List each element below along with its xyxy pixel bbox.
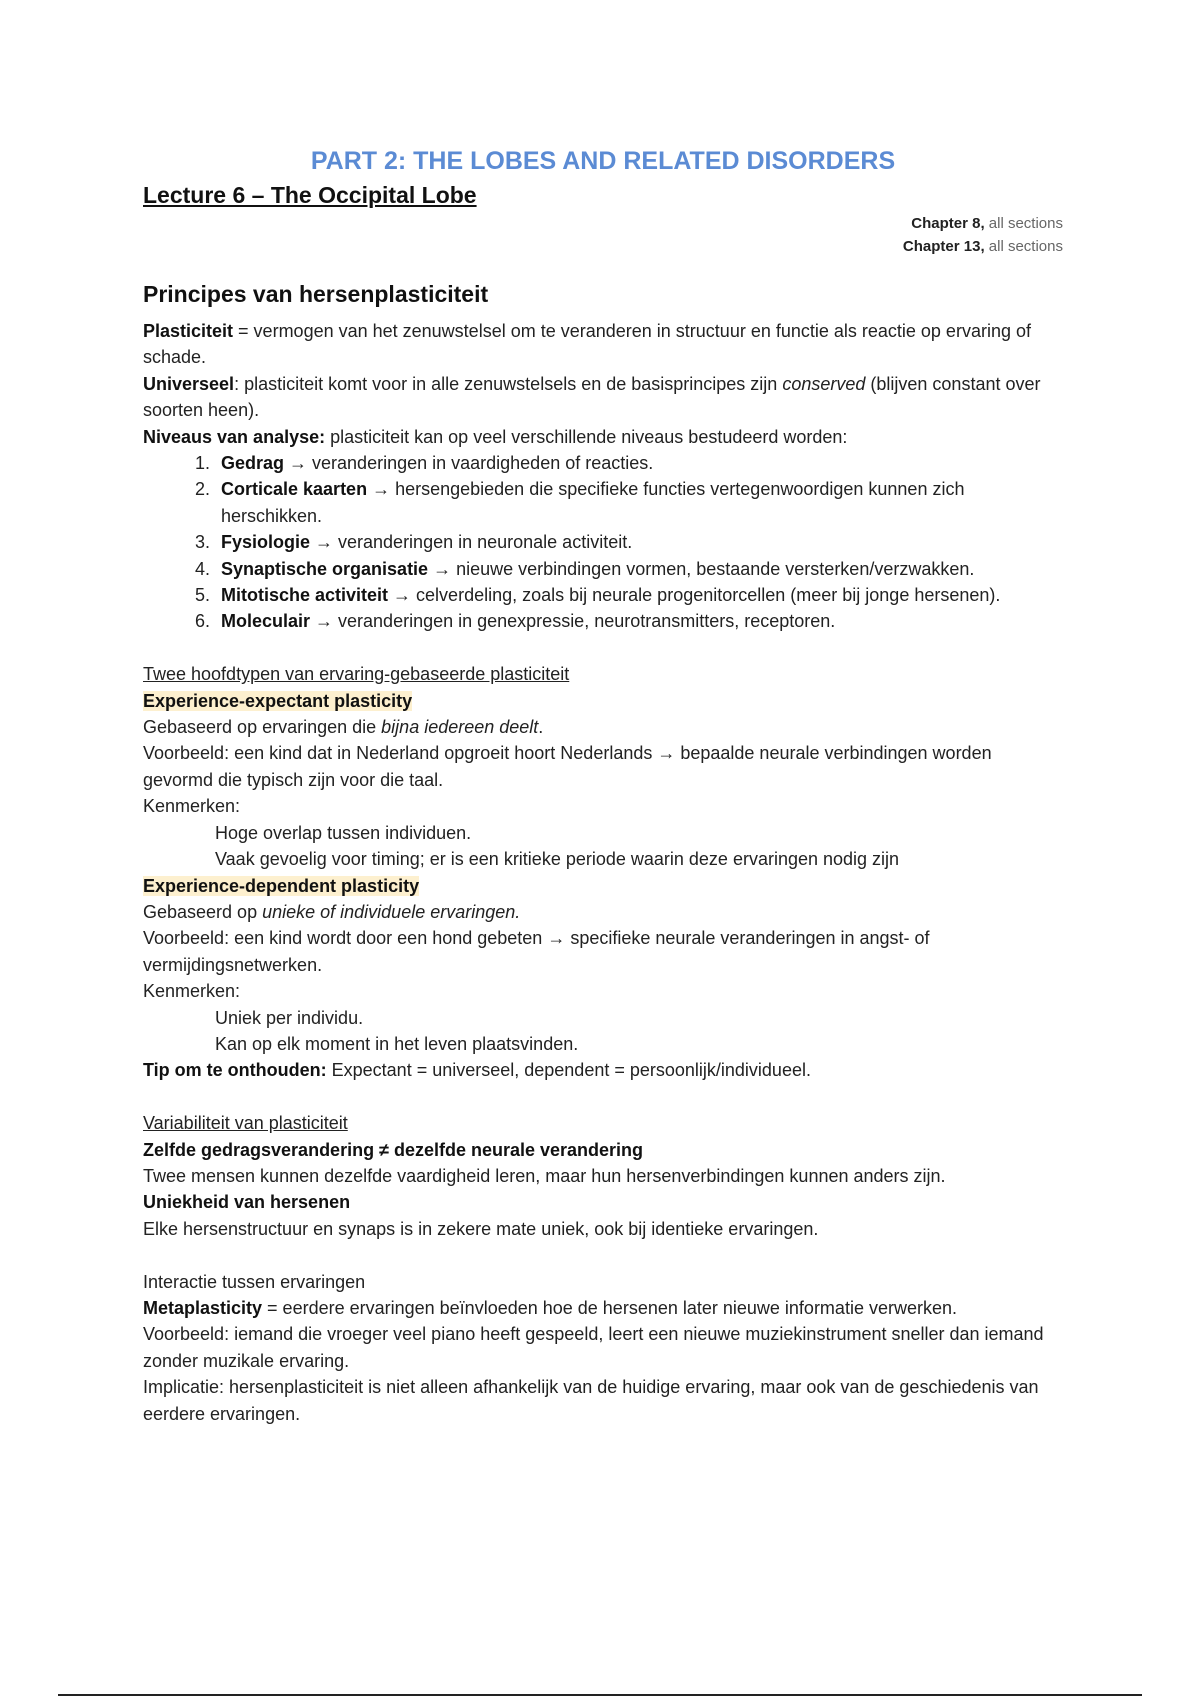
list-item: 5. Mitotische activiteit → celverdeling, zoals bij neurale progenitorcellen (meer bij jonge hersenen).	[215, 582, 1063, 608]
definition-universeel: Universeel: plasticiteit komt voor in alle zenuwstelsels en de basisprincipes zijn conserved (blijven constant over soorten heen).	[143, 373, 1041, 421]
part-title: PART 2: THE LOBES AND RELATED DISORDERS	[310, 147, 896, 175]
dependent-basis: Gebaseerd op unieke of individuele ervaringen.	[143, 901, 521, 922]
subheading-interaction: Interactie tussen ervaringen	[143, 1271, 366, 1292]
interaction-example: Voorbeeld: iemand die vroeger veel piano heeft gespeeld, leert een nieuwe muziekinstrument sneller dan iemand zonder muzikale ervaring.	[143, 1324, 1044, 1371]
metaplasticity-definition: Metaplasticity = eerdere ervaringen beïnvloeden hoe de hersenen later nieuwe informatie verwerken.	[143, 1297, 957, 1318]
dependent-title: Experience-dependent plasticity	[143, 875, 420, 896]
expectant-features-label: Kenmerken:	[143, 796, 241, 817]
feature-item: Vaak gevoelig voor timing; er is een kritieke periode waarin deze ervaringen nodig zijn	[215, 849, 900, 870]
dependent-example: Voorbeeld: een kind wordt door een hond gebeten → specifieke neurale veranderingen in angst- of vermijdingsnetwerken.	[143, 928, 930, 975]
dependent-features-label: Kenmerken:	[143, 981, 241, 1002]
section-heading: Principes van hersenplasticiteit	[143, 281, 489, 307]
list-item: 6. Moleculair → veranderingen in genexpressie, neurotransmitters, receptoren.	[215, 608, 1063, 634]
expectant-title: Experience-expectant plasticity	[143, 690, 413, 711]
body-text	[143, 318, 1063, 1427]
expectant-basis: Gebaseerd op ervaringen die bijna iedereen deelt.	[143, 717, 544, 738]
feature-item: Kan op elk moment in het leven plaatsvinden.	[215, 1033, 579, 1054]
subheading-types: Twee hoofdtypen van ervaring-gebaseerde plasticiteit	[143, 664, 570, 685]
lecture-title: Lecture 6 – The Occipital Lobe	[143, 182, 477, 208]
page-bottom-divider	[58, 1694, 1142, 1696]
variability-point2-text: Elke hersenstructuur en synaps is in zekere mate uniek, ook bij identieke ervaringen.	[143, 1218, 819, 1239]
definition-niveaus: Niveaus van analyse: plasticiteit kan op veel verschillende niveaus bestudeerd worden:	[143, 426, 848, 447]
list-item: 1. Gedrag → veranderingen in vaardigheden of reacties.	[215, 450, 1063, 476]
variability-point2-title: Uniekheid van hersenen	[143, 1192, 351, 1213]
variability-point1-title: Zelfde gedragsverandering ≠ dezelfde neurale verandering	[143, 1139, 644, 1160]
definition-plasticiteit: Plasticiteit = vermogen van het zenuwstelsel om te veranderen in structuur en functie als reactie op ervaring of schade.	[143, 321, 1031, 368]
chapter-reference: Chapter 13, all sections	[902, 238, 1063, 255]
list-item: 4. Synaptische organisatie → nieuwe verbindingen vormen, bestaande versterken/verzwakken.	[215, 556, 1063, 582]
list-item: 2. Corticale kaarten → hersengebieden die specifieke functies vertegenwoordigen kunnen zich herschikken.	[215, 476, 1063, 529]
chapter-reference: Chapter 8, all sections	[911, 215, 1063, 232]
feature-item: Hoge overlap tussen individuen.	[215, 822, 472, 843]
memory-tip: Tip om te onthouden: Expectant = universeel, dependent = persoonlijk/individueel.	[143, 1060, 811, 1081]
levels-list	[143, 450, 1063, 635]
list-item: 3. Fysiologie → veranderingen in neuronale activiteit.	[215, 529, 1063, 555]
subheading-variability: Variabiliteit van plasticiteit	[143, 1113, 348, 1134]
chapter-references	[903, 212, 1063, 258]
interaction-implication: Implicatie: hersenplasticiteit is niet alleen afhankelijk van de huidige ervaring, maar ook van de geschiedenis van eerdere ervaringen.	[143, 1377, 1039, 1424]
feature-item: Uniek per individu.	[215, 1007, 364, 1028]
expectant-example: Voorbeeld: een kind dat in Nederland opgroeit hoort Nederlands → bepaalde neurale verbindingen worden gevormd die typisch zijn voor die taal.	[143, 743, 992, 790]
variability-point1-text: Twee mensen kunnen dezelfde vaardigheid leren, maar hun hersenverbindingen kunnen anders zijn.	[143, 1165, 946, 1186]
